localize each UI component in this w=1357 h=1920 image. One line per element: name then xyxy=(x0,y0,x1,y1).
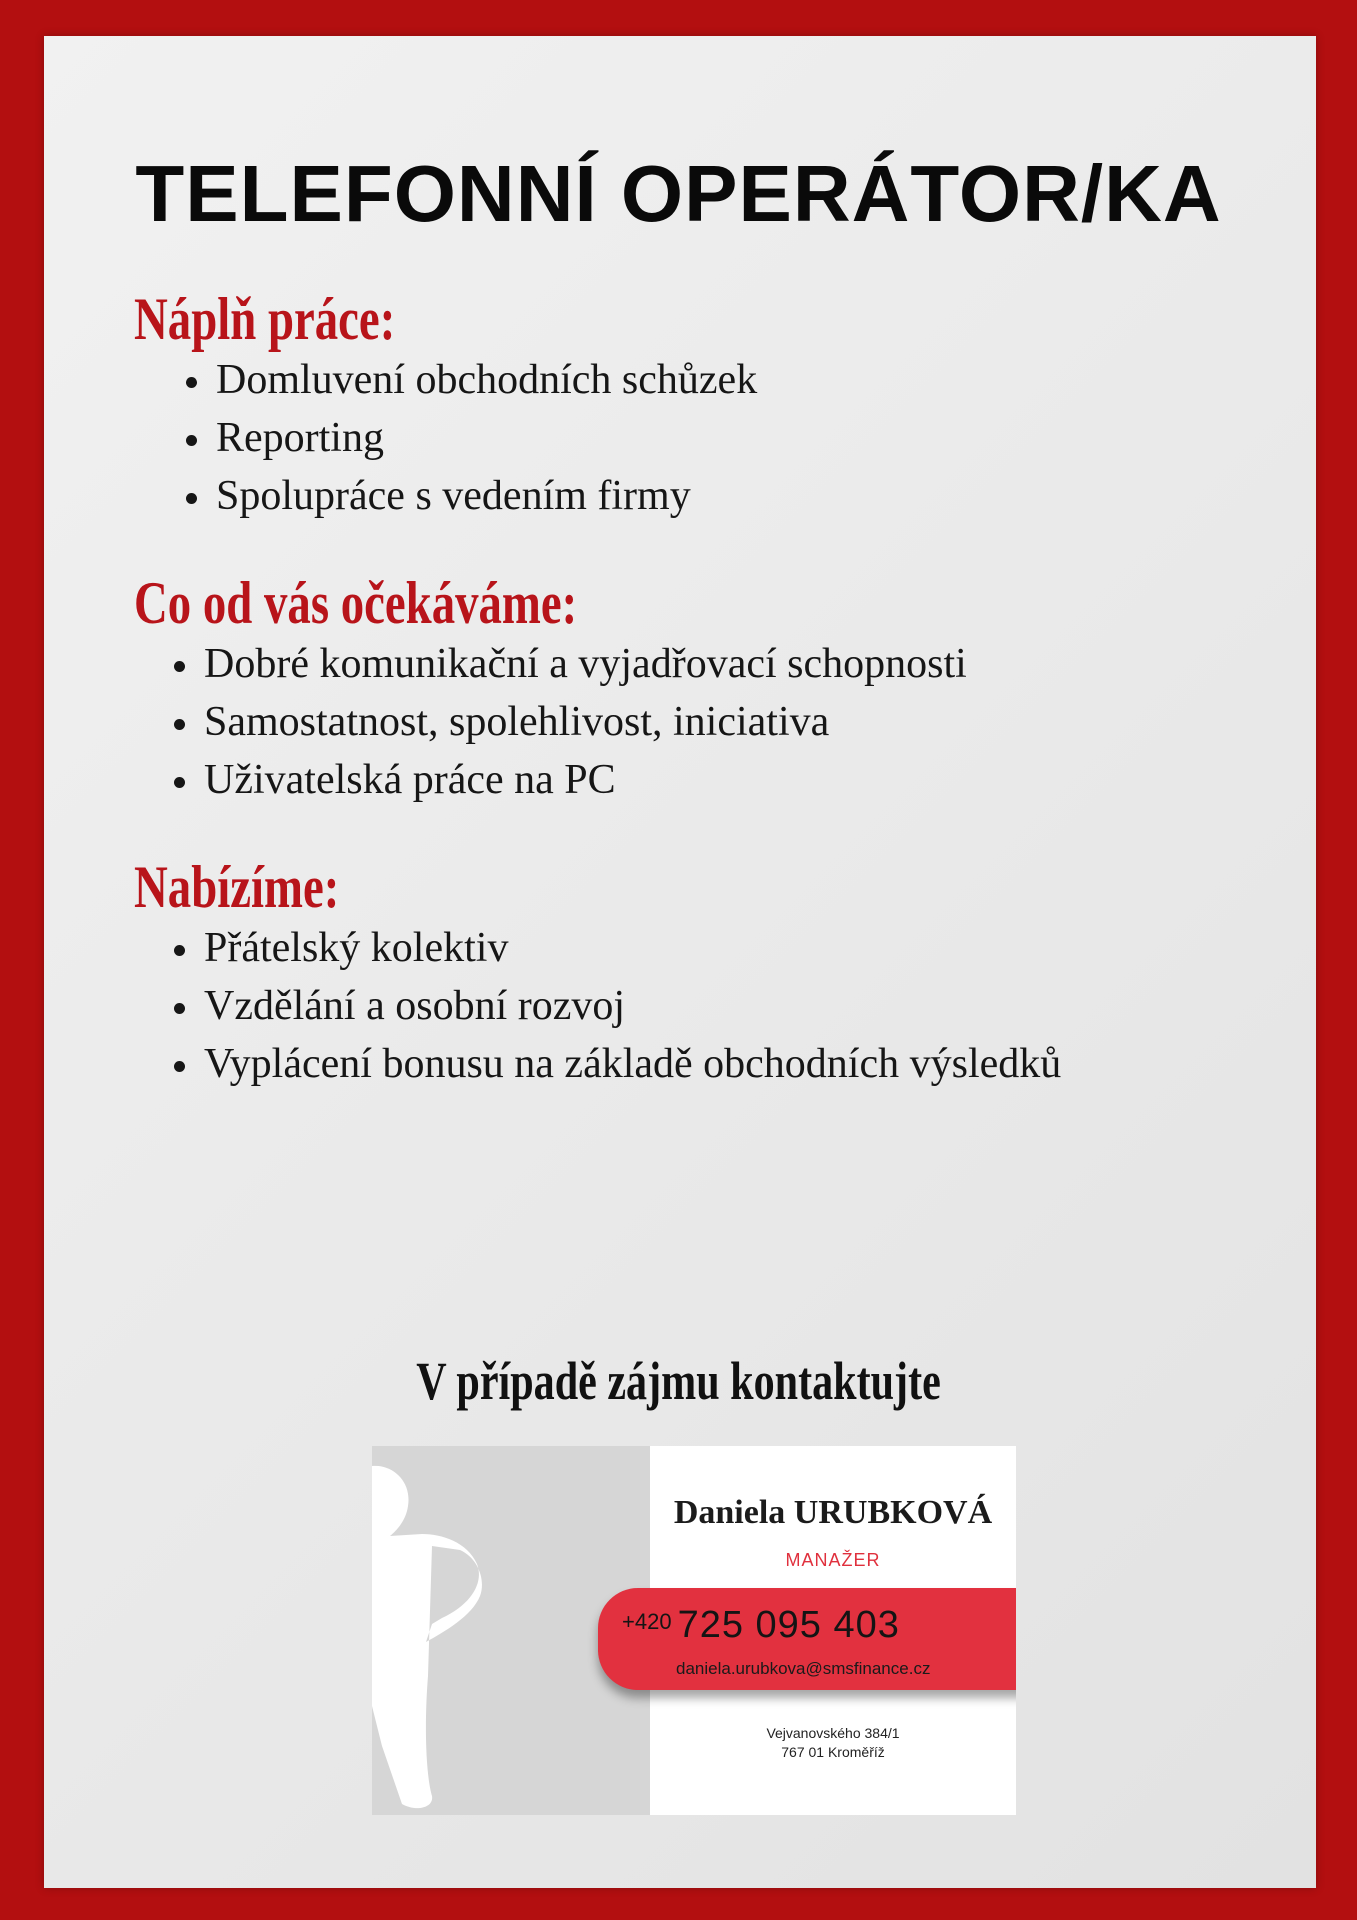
list-item: Domluvení obchodních schůzek xyxy=(216,351,757,409)
address-street: Vejvanovského 384/1 xyxy=(766,1725,900,1741)
section-job-duties xyxy=(134,287,757,525)
item-list xyxy=(216,351,757,525)
contact-heading: V případě zájmu kontaktujte xyxy=(416,1351,941,1411)
address-city: 767 01 Kroměříž xyxy=(781,1744,885,1760)
business-card xyxy=(372,1446,1016,1815)
list-item: Dobré komunikační a vyjadřovací schopnosti xyxy=(204,635,967,693)
list-item: Samostatnost, spolehlivost, iniciativa xyxy=(204,693,967,751)
phone-digits: 725 095 403 xyxy=(677,1604,900,1646)
section-we-offer xyxy=(134,855,1061,1093)
section-heading: Co od vás očekáváme: xyxy=(134,570,578,636)
item-list xyxy=(204,919,1061,1093)
list-item: Uživatelská práce na PC xyxy=(204,751,967,809)
contact-role: MANAŽER xyxy=(785,1550,881,1570)
list-item: Přátelský kolektiv xyxy=(204,919,1061,977)
page-title: TELEFONNÍ OPERÁTOR/KA xyxy=(135,149,1222,238)
contact-name: Daniela URUBKOVÁ xyxy=(673,1494,993,1531)
list-item: Reporting xyxy=(216,409,757,467)
list-item: Vyplácení bonusu na základě obchodních výsledků xyxy=(204,1035,1061,1093)
section-expectations xyxy=(134,571,967,809)
list-item: Vzdělání a osobní rozvoj xyxy=(204,977,1061,1035)
section-heading: Náplň práce: xyxy=(134,286,396,352)
phone-prefix: +420 xyxy=(622,1609,672,1634)
address xyxy=(650,1724,1016,1762)
phone-number[interactable] xyxy=(622,1604,900,1647)
list-item: Spolupráce s vedením firmy xyxy=(216,467,757,525)
section-heading: Nabízíme: xyxy=(134,854,340,920)
email-link[interactable]: daniela.urubkova@smsfinance.cz xyxy=(676,1659,931,1678)
item-list xyxy=(204,635,967,809)
